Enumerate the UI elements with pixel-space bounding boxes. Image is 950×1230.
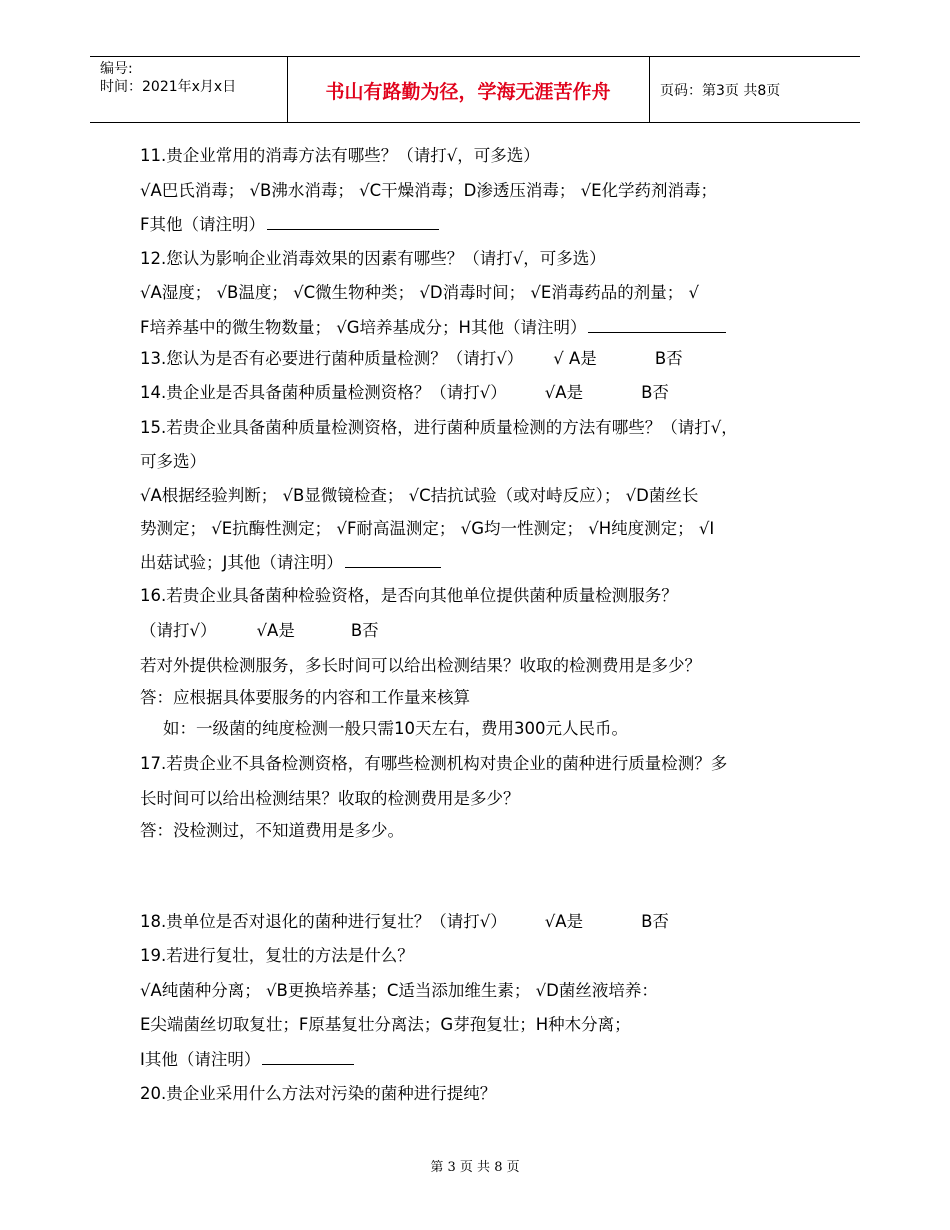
- q19-other-blank[interactable]: [262, 1048, 354, 1065]
- q16-hint: （请打√）: [140, 621, 217, 640]
- q15-other-label: 出菇试验；J其他（请注明）: [140, 553, 343, 572]
- header-divider-right: [649, 56, 650, 122]
- question-12: 12.您认为影响企业消毒效果的因素有哪些？（请打√，可多选）: [140, 249, 606, 268]
- q11-other: [140, 213, 439, 236]
- q18-option-a: √A是: [544, 912, 584, 931]
- q17-answer: 答：没检测过，不知道费用是多少。: [140, 821, 404, 840]
- q16-choice: [140, 620, 379, 642]
- q11-other-label: F其他（请注明）: [140, 215, 265, 234]
- header-bottom-rule: [90, 122, 860, 123]
- question-14: [140, 382, 669, 404]
- question-15: 15.若贵企业具备菌种质量检测资格，进行菌种质量检测的方法有哪些？（请打√，: [140, 418, 738, 437]
- q13-option-b: B否: [654, 349, 683, 368]
- q18-text: 18.贵单位是否对退化的菌种进行复壮？（请打√）: [140, 912, 507, 931]
- q16-followup: 若对外提供检测服务，多长时间可以给出检测结果？收取的检测费用是多少？: [140, 656, 701, 675]
- q13-option-a: √ A是: [553, 349, 597, 368]
- q14-text: 14.贵企业是否具备菌种质量检测资格？（请打√）: [140, 383, 507, 402]
- q15-options-2: 势测定； √E抗酶性测定； √F耐高温测定； √G均一性测定； √H纯度测定； √I: [140, 519, 715, 538]
- question-13: [140, 348, 683, 370]
- q16-example: 如：一级菌的纯度检测一般只需10天左右，费用300元人民币。: [163, 719, 628, 738]
- question-15-cont: 可多选）: [140, 452, 206, 471]
- page-footer: 第 3 页 共 8 页: [430, 1160, 520, 1175]
- q19-options-1: √A纯菌种分离； √B更换培养基；C适当添加维生素； √D菌丝液培养：: [140, 981, 658, 1000]
- q14-option-b: B否: [641, 383, 669, 402]
- q19-options-2: E尖端菌丝切取复壮；F原基复壮分离法；G芽孢复壮；H种木分离；: [140, 1015, 631, 1034]
- question-17: 17.若贵企业不具备检测资格，有哪些检测机构对贵企业的菌种进行质量检测？多: [140, 754, 728, 773]
- header-meta: [100, 60, 236, 96]
- q16-option-b: B否: [350, 621, 379, 640]
- q16-option-a: √A是: [256, 621, 295, 640]
- header-motto: 书山有路勤为径，学海无涯苦作舟: [325, 81, 611, 103]
- header-top-rule: [90, 56, 860, 57]
- question-19: 19.若进行复壮，复壮的方法是什么？: [140, 946, 414, 965]
- q12-other-blank[interactable]: [588, 316, 726, 333]
- q11-options: √A巴氏消毒； √B沸水消毒； √C干燥消毒；D渗透压消毒； √E化学药剂消毒；: [140, 181, 718, 200]
- q16-answer: 答：应根据具体要服务的内容和工作量来核算: [140, 688, 470, 707]
- question-17-cont: 长时间可以给出检测结果？收取的检测费用是多少？: [140, 789, 520, 808]
- q14-option-a: √A是: [544, 383, 584, 402]
- q18-option-b: B否: [641, 912, 669, 931]
- q19-other: [140, 1048, 354, 1071]
- question-11: 11.贵企业常用的消毒方法有哪些？（请打√，可多选）: [140, 146, 540, 165]
- question-18: [140, 911, 669, 933]
- q19-other-label: I其他（请注明）: [140, 1050, 261, 1069]
- question-16: 16.若贵企业具备菌种检验资格，是否向其他单位提供菌种质量检测服务？: [140, 586, 678, 605]
- doc-number-label: 编号:: [100, 61, 133, 77]
- q15-options-1: √A根据经验判断； √B显微镜检查； √C拮抗试验（或对峙反应）； √D菌丝长: [140, 486, 699, 505]
- q15-other-blank[interactable]: [345, 551, 441, 568]
- question-20: 20.贵企业采用什么方法对污染的菌种进行提纯？: [140, 1084, 497, 1103]
- q11-other-blank[interactable]: [267, 213, 439, 230]
- q12-options-cont: [140, 316, 726, 339]
- doc-time-label: 时间：2021年x月x日: [100, 79, 237, 95]
- q15-options-3: [140, 551, 441, 574]
- q12-options-text: F培养基中的微生物数量； √G培养基成分；H其他（请注明）: [140, 318, 587, 337]
- q12-options: √A湿度； √B温度； √C微生物种类； √D消毒时间； √E消毒药品的剂量； √: [140, 283, 700, 302]
- q13-text: 13.您认为是否有必要进行菌种质量检测？（请打√）: [140, 349, 524, 368]
- header-page-label: 页码：第3页 共8页: [660, 83, 781, 99]
